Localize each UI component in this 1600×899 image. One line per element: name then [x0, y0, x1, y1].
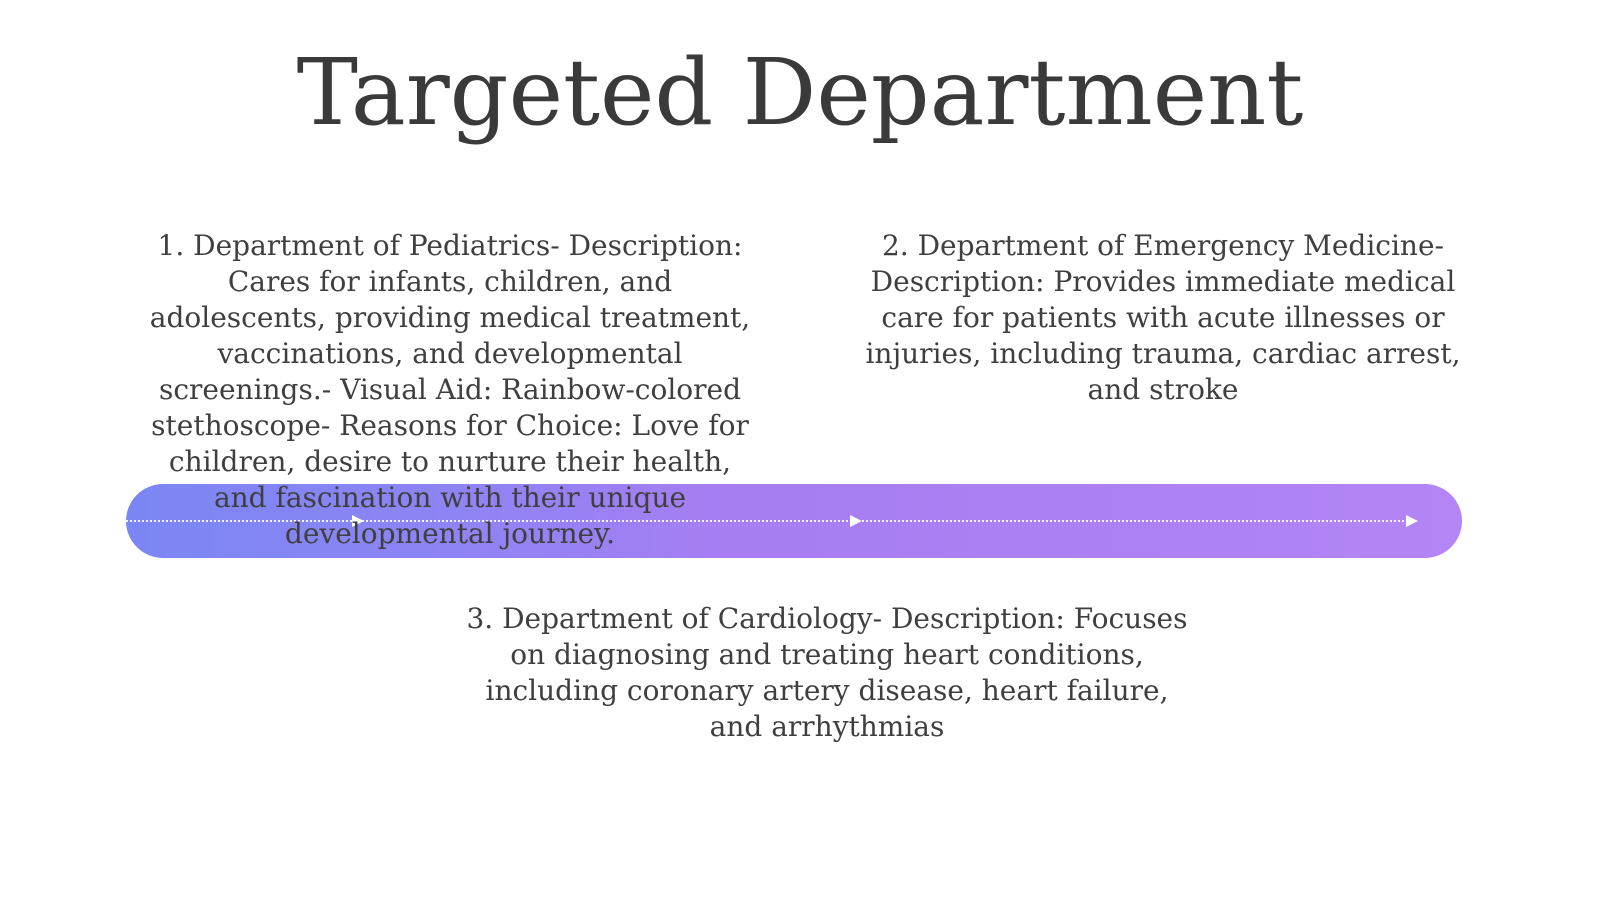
department-pediatrics-text: 1. Department of Pediatrics- Description: Cares for infants, children, and adolescents, providing medical treatment, vaccinations, and developmental screenings.- Visual Aid: Rainbow-colored stethoscope- Reasons for Choice: Love for children, desire to nurture their health, and fascination with their unique developmental journey.	[149, 229, 751, 550]
arrow-right-icon	[850, 515, 862, 527]
department-cardiology-text: 3. Department of Cardiology- Description: Focuses on diagnosing and treating heart conditions, including coronary artery disease, heart failure, and arrhythmias	[466, 602, 1188, 743]
department-emergency-medicine-text: 2. Department of Emergency Medicine- Description: Provides immediate medical care for patients with acute illnesses or injuries, including trauma, cardiac arrest, and stroke	[865, 229, 1461, 406]
arrow-right-icon	[1406, 515, 1418, 527]
page-title: Targeted Department	[296, 39, 1304, 146]
